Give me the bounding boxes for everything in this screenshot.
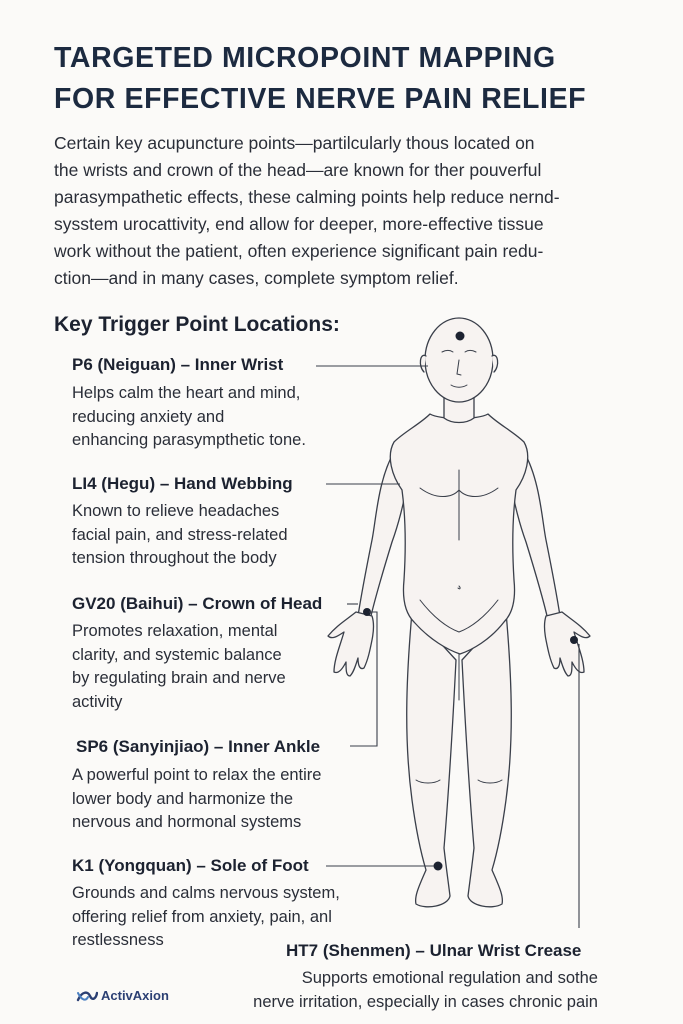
ht7-description-line: Supports emotional regulation and sothe (301, 969, 598, 987)
p6-description-line: reducing anxiety and (72, 407, 225, 426)
gv20-point-dot (456, 332, 465, 341)
p6-description-line: enhancing parasympthetic tone. (72, 431, 306, 449)
gv20-description-line: clarity, and systemic balance (72, 645, 282, 664)
li4-description-line: tension throughout the body (72, 549, 277, 567)
title-line-1: TARGETED MICROPOINT MAPPING (54, 42, 556, 74)
section-heading: Key Trigger Point Locations: (54, 313, 340, 336)
right-hand (545, 612, 591, 676)
p6-description (72, 382, 306, 453)
left-hand (328, 612, 374, 676)
k1-description-line: Grounds and calms nervous system, (72, 884, 340, 902)
sp6-description-line: A powerful point to relax the entire (72, 766, 322, 784)
intro-line: parasympathetic effects, these calming points help reduce nernd- (54, 187, 560, 207)
gv20-description (72, 620, 286, 714)
li4-description-line: facial pain, and stress-related (72, 525, 288, 544)
brand-logo (76, 988, 169, 1003)
k1-description-line: offering relief from anxiety, pain, anl (72, 907, 332, 926)
intro-line: the wrists and crown of the head—are known for ther pouverful (54, 160, 542, 180)
k1-title: K1 (Yongquan) – Sole of Foot (72, 856, 309, 875)
gv20-description-line: by regulating brain and nerve (72, 669, 286, 687)
brand-mark-icon (76, 989, 98, 1003)
k1-description-line: restlessness (72, 931, 164, 949)
sp6-title: SP6 (Sanyinjiao) – Inner Ankle (76, 737, 321, 756)
left-leg (407, 612, 456, 907)
sp6-description (72, 764, 321, 835)
sp6-description-line: lower body and harmonize the (72, 789, 294, 808)
ht7-description (214, 967, 598, 1014)
intro-line: ction—and in many cases, complete symptom relief. (54, 268, 459, 288)
ht7-description-line: nerve irritation, especially in cases chronic pain (253, 992, 598, 1011)
ht7-title: HT7 (Shenmen) – Ulnar Wrist Crease (286, 941, 582, 960)
li4-title: LI4 (Hegu) – Hand Webbing (72, 474, 293, 493)
p6-description-line: Helps calm the heart and mind, (72, 384, 301, 402)
p6-title: P6 (Neiguan) – Inner Wrist (72, 355, 284, 374)
sp6-description-line: nervous and hormonal systems (72, 813, 302, 831)
ht7-point-dot (570, 636, 578, 644)
li4-description-line: Known to relieve headaches (72, 502, 280, 520)
intro-line: sysstem urocattivity, end allow for deeper, more-effective tissue (54, 214, 544, 234)
intro-line: Certain key acupuncture points—partilcularly thous located on (54, 133, 535, 153)
li4-description (72, 500, 288, 571)
brand-name: ActivAxion (101, 988, 169, 1003)
gv20-description-line: activity (72, 692, 123, 711)
gv20-title: GV20 (Baihui) – Crown of Head (72, 594, 323, 613)
title-line-2: FOR EFFECTIVE NERVE PAIN RELIEF (54, 83, 587, 115)
gv20-description-line: Promotes relaxation, mental (72, 622, 278, 640)
right-leg (462, 612, 511, 907)
intro-line: work without the patient, often experience significant pain redu- (54, 241, 544, 261)
k1-point-dot (434, 862, 443, 871)
